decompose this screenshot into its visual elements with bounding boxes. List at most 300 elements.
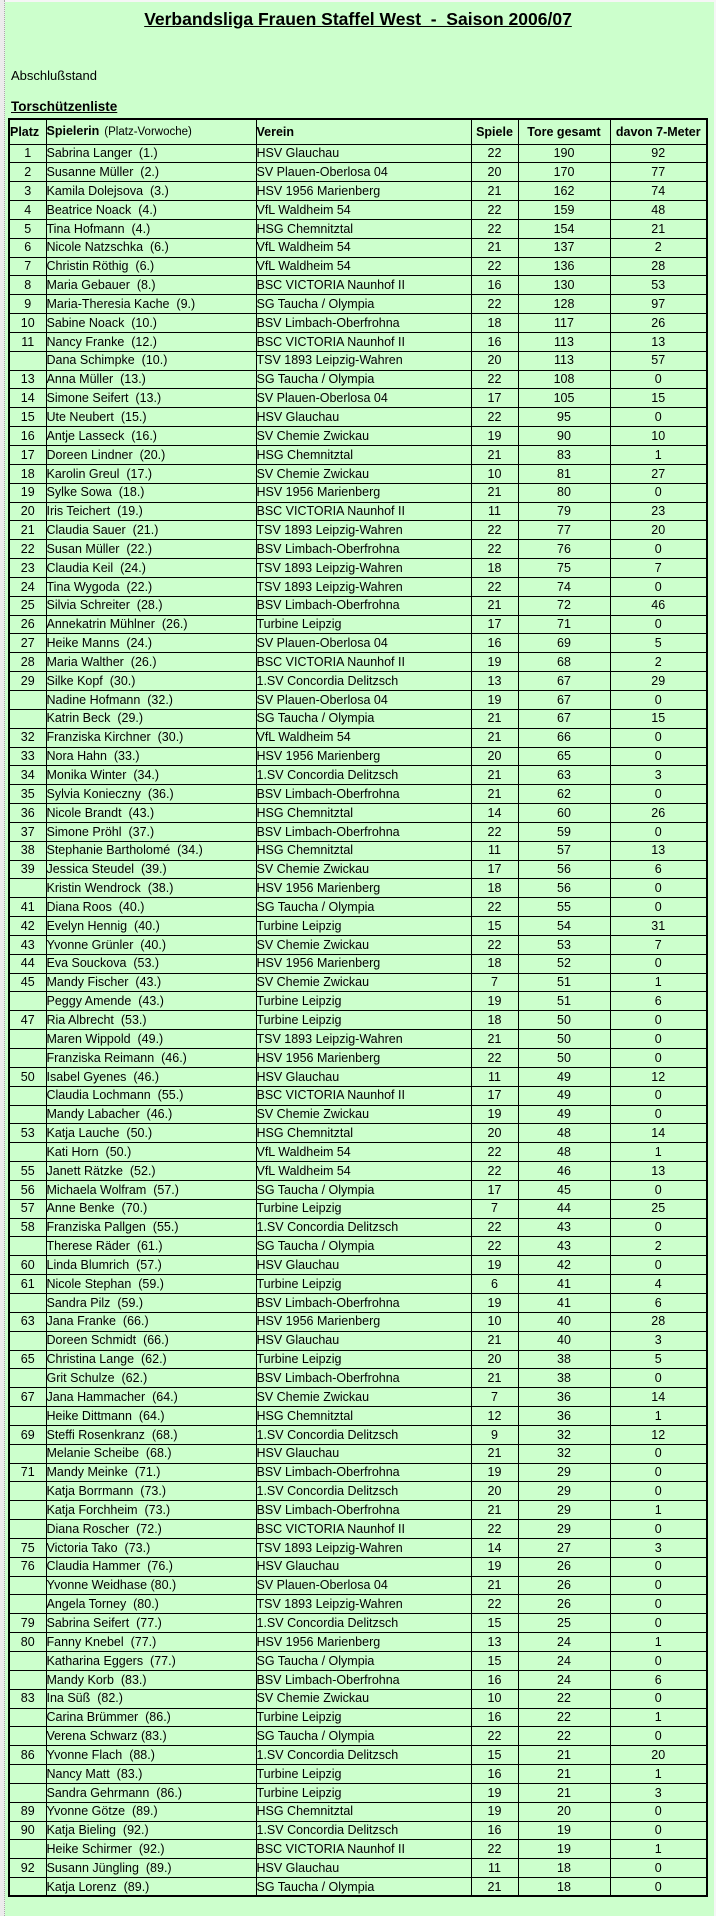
cell-spiele: 22	[471, 935, 518, 954]
table-row	[9, 464, 707, 483]
cell-tore: 29	[518, 1482, 610, 1501]
cell-tore: 25	[518, 1614, 610, 1633]
cell-spielerin: Maria-Theresia Kache (9.)	[46, 295, 256, 314]
cell-verein: SV Chemie Zwickau	[256, 1388, 471, 1407]
cell-platz: 7	[9, 257, 46, 276]
cell-tore: 54	[518, 917, 610, 936]
table-row	[9, 1425, 707, 1444]
cell-verein: HSV Glauchau	[256, 144, 471, 163]
table-row	[9, 1407, 707, 1426]
cell-spielerin: Simone Seifert (13.)	[46, 389, 256, 408]
cell-verein: BSV Limbach-Oberfrohna	[256, 1293, 471, 1312]
cell-spielerin: Dana Schimpke (10.)	[46, 351, 256, 370]
table-row	[9, 860, 707, 879]
cell-platz	[9, 1407, 46, 1426]
table-row	[9, 690, 707, 709]
cell-spiele: 11	[471, 502, 518, 521]
cell-spielerin: Sylvia Konieczny (36.)	[46, 785, 256, 804]
cell-platz	[9, 1369, 46, 1388]
table-row	[9, 314, 707, 333]
cell-meter: 1	[610, 1501, 707, 1520]
cell-verein: BSV Limbach-Oberfrohna	[256, 1463, 471, 1482]
table-row	[9, 1199, 707, 1218]
page-edge-top	[0, 0, 716, 2]
cell-meter: 48	[610, 201, 707, 220]
cell-tore: 62	[518, 785, 610, 804]
cell-meter: 0	[610, 728, 707, 747]
table-row	[9, 577, 707, 596]
cell-platz: 63	[9, 1312, 46, 1331]
cell-meter: 2	[610, 1237, 707, 1256]
cell-spiele: 22	[471, 577, 518, 596]
cell-spiele: 13	[471, 672, 518, 691]
cell-spielerin: Melanie Scheibe (68.)	[46, 1444, 256, 1463]
cell-tore: 50	[518, 1011, 610, 1030]
cell-spiele: 19	[471, 1463, 518, 1482]
cell-spiele: 11	[471, 1067, 518, 1086]
cell-spiele: 15	[471, 1614, 518, 1633]
header-tore-gesamt: Tore gesamt	[518, 119, 610, 144]
cell-spiele: 19	[471, 1256, 518, 1275]
cell-tore: 22	[518, 1689, 610, 1708]
cell-platz: 71	[9, 1463, 46, 1482]
cell-verein: BSV Limbach-Oberfrohna	[256, 822, 471, 841]
cell-verein: SV Chemie Zwickau	[256, 973, 471, 992]
cell-meter: 5	[610, 634, 707, 653]
cell-tore: 46	[518, 1162, 610, 1181]
cell-verein: BSV Limbach-Oberfrohna	[256, 1369, 471, 1388]
cell-spiele: 16	[471, 1765, 518, 1784]
cell-spiele: 6	[471, 1275, 518, 1294]
cell-spielerin: Iris Teichert (19.)	[46, 502, 256, 521]
cell-verein: SV Chemie Zwickau	[256, 1689, 471, 1708]
cell-spiele: 17	[471, 1086, 518, 1105]
table-row	[9, 822, 707, 841]
cell-verein: VfL Waldheim 54	[256, 257, 471, 276]
cell-meter: 0	[610, 1180, 707, 1199]
cell-tore: 40	[518, 1331, 610, 1350]
cell-spielerin: Kati Horn (50.)	[46, 1143, 256, 1162]
cell-verein: SV Plauen-Oberlosa 04	[256, 389, 471, 408]
cell-verein: HSV 1956 Marienberg	[256, 182, 471, 201]
table-row	[9, 728, 707, 747]
table-row	[9, 446, 707, 465]
cell-spiele: 22	[471, 295, 518, 314]
cell-spiele: 14	[471, 804, 518, 823]
cell-tore: 24	[518, 1633, 610, 1652]
cell-platz	[9, 1595, 46, 1614]
cell-verein: Turbine Leipzig	[256, 1011, 471, 1030]
cell-spielerin: Victoria Tako (73.)	[46, 1538, 256, 1557]
cell-spielerin: Yvonne Weidhase (80.)	[46, 1576, 256, 1595]
cell-meter: 0	[610, 1557, 707, 1576]
cell-meter: 0	[610, 954, 707, 973]
cell-platz: 27	[9, 634, 46, 653]
cell-meter: 6	[610, 992, 707, 1011]
cell-verein: Turbine Leipzig	[256, 1783, 471, 1802]
cell-spiele: 21	[471, 596, 518, 615]
cell-tore: 19	[518, 1840, 610, 1859]
cell-tore: 72	[518, 596, 610, 615]
table-row	[9, 1030, 707, 1049]
cell-verein: TSV 1893 Leipzig-Wahren	[256, 1538, 471, 1557]
cell-tore: 41	[518, 1293, 610, 1312]
cell-platz: 53	[9, 1124, 46, 1143]
cell-verein: SV Chemie Zwickau	[256, 1105, 471, 1124]
cell-spiele: 18	[471, 314, 518, 333]
cell-spielerin: Sylke Sowa (18.)	[46, 483, 256, 502]
cell-verein: 1.SV Concordia Delitzsch	[256, 1821, 471, 1840]
cell-spielerin: Franziska Pallgen (55.)	[46, 1218, 256, 1237]
cell-spiele: 21	[471, 728, 518, 747]
table-row	[9, 954, 707, 973]
cell-spielerin: Ute Neubert (15.)	[46, 408, 256, 427]
cell-verein: VfL Waldheim 54	[256, 728, 471, 747]
table-row	[9, 1124, 707, 1143]
cell-platz: 86	[9, 1746, 46, 1765]
cell-meter: 1	[610, 1633, 707, 1652]
cell-spielerin: Stephanie Bartholomé (34.)	[46, 841, 256, 860]
cell-verein: VfL Waldheim 54	[256, 238, 471, 257]
cell-spiele: 16	[471, 276, 518, 295]
cell-tore: 71	[518, 615, 610, 634]
cell-meter: 1	[610, 1840, 707, 1859]
cell-meter: 77	[610, 163, 707, 182]
cell-spiele: 22	[471, 1162, 518, 1181]
cell-platz	[9, 1482, 46, 1501]
cell-verein: HSG Chemnitztal	[256, 219, 471, 238]
cell-spielerin: Diana Roscher (72.)	[46, 1520, 256, 1539]
cell-spielerin: Christin Röthig (6.)	[46, 257, 256, 276]
cell-spielerin: Angela Torney (80.)	[46, 1595, 256, 1614]
table-row	[9, 427, 707, 446]
cell-meter: 0	[610, 1256, 707, 1275]
cell-verein: VfL Waldheim 54	[256, 1162, 471, 1181]
table-row	[9, 596, 707, 615]
cell-meter: 0	[610, 577, 707, 596]
cell-spiele: 11	[471, 1859, 518, 1878]
cell-platz: 69	[9, 1425, 46, 1444]
cell-tore: 59	[518, 822, 610, 841]
cell-meter: 1	[610, 1407, 707, 1426]
cell-spiele: 22	[471, 144, 518, 163]
cell-meter: 6	[610, 1293, 707, 1312]
cell-tore: 51	[518, 973, 610, 992]
table-row	[9, 1652, 707, 1671]
cell-tore: 26	[518, 1557, 610, 1576]
cell-tore: 95	[518, 408, 610, 427]
cell-spielerin: Anna Müller (13.)	[46, 370, 256, 389]
cell-spielerin: Sandra Pilz (59.)	[46, 1293, 256, 1312]
cell-tore: 32	[518, 1425, 610, 1444]
cell-meter: 0	[610, 1520, 707, 1539]
cell-verein: TSV 1893 Leipzig-Wahren	[256, 351, 471, 370]
cell-verein: HSV Glauchau	[256, 1859, 471, 1878]
cell-platz: 45	[9, 973, 46, 992]
cell-platz: 5	[9, 219, 46, 238]
table-row	[9, 1595, 707, 1614]
cell-spielerin: Nadine Hofmann (32.)	[46, 690, 256, 709]
cell-platz: 90	[9, 1821, 46, 1840]
cell-spielerin: Susann Jüngling (89.)	[46, 1859, 256, 1878]
table-row	[9, 1765, 707, 1784]
cell-spiele: 7	[471, 1388, 518, 1407]
cell-spiele: 20	[471, 351, 518, 370]
cell-spielerin: Jana Hammacher (64.)	[46, 1388, 256, 1407]
cell-tore: 76	[518, 540, 610, 559]
cell-tore: 19	[518, 1821, 610, 1840]
cell-spielerin: Nicole Stephan (59.)	[46, 1275, 256, 1294]
cell-meter: 4	[610, 1275, 707, 1294]
cell-meter: 13	[610, 332, 707, 351]
cell-platz: 37	[9, 822, 46, 841]
cell-spielerin: Silvia Schreiter (28.)	[46, 596, 256, 615]
table-row	[9, 1105, 707, 1124]
cell-meter: 1	[610, 1143, 707, 1162]
table-row	[9, 276, 707, 295]
cell-platz	[9, 1840, 46, 1859]
cell-verein: BSV Limbach-Oberfrohna	[256, 314, 471, 333]
cell-tore: 81	[518, 464, 610, 483]
cell-tore: 41	[518, 1275, 610, 1294]
cell-meter: 31	[610, 917, 707, 936]
cell-verein: BSV Limbach-Oberfrohna	[256, 785, 471, 804]
cell-platz: 43	[9, 935, 46, 954]
cell-tore: 42	[518, 1256, 610, 1275]
cell-verein: Turbine Leipzig	[256, 615, 471, 634]
cell-spiele: 21	[471, 483, 518, 502]
header-verein: Verein	[256, 119, 471, 144]
cell-verein: BSV Limbach-Oberfrohna	[256, 1501, 471, 1520]
header-spiele: Spiele	[471, 119, 518, 144]
cell-spiele: 17	[471, 615, 518, 634]
cell-platz: 89	[9, 1802, 46, 1821]
cell-tore: 56	[518, 879, 610, 898]
cell-meter: 27	[610, 464, 707, 483]
cell-tore: 68	[518, 653, 610, 672]
cell-verein: TSV 1893 Leipzig-Wahren	[256, 1030, 471, 1049]
cell-meter: 0	[610, 370, 707, 389]
table-row	[9, 1746, 707, 1765]
cell-spielerin: Katja Borrmann (73.)	[46, 1482, 256, 1501]
cell-meter: 0	[610, 1614, 707, 1633]
cell-spiele: 19	[471, 653, 518, 672]
cell-spielerin: Maren Wippold (49.)	[46, 1030, 256, 1049]
cell-platz: 2	[9, 163, 46, 182]
cell-tore: 113	[518, 332, 610, 351]
cell-verein: BSV Limbach-Oberfrohna	[256, 1670, 471, 1689]
cell-verein: SG Taucha / Olympia	[256, 370, 471, 389]
cell-platz	[9, 1293, 46, 1312]
cell-meter: 0	[610, 747, 707, 766]
cell-verein: Turbine Leipzig	[256, 992, 471, 1011]
cell-meter: 0	[610, 1878, 707, 1897]
cell-spiele: 21	[471, 446, 518, 465]
cell-verein: SV Plauen-Oberlosa 04	[256, 690, 471, 709]
page-edge-left	[0, 0, 5, 1916]
cell-spielerin: Heike Dittmann (64.)	[46, 1407, 256, 1426]
cell-tore: 55	[518, 898, 610, 917]
cell-verein: HSV 1956 Marienberg	[256, 483, 471, 502]
cell-meter: 0	[610, 1463, 707, 1482]
cell-tore: 75	[518, 559, 610, 578]
cell-meter: 23	[610, 502, 707, 521]
cell-platz: 11	[9, 332, 46, 351]
cell-meter: 7	[610, 559, 707, 578]
cell-spiele: 18	[471, 954, 518, 973]
cell-spielerin: Christina Lange (62.)	[46, 1350, 256, 1369]
cell-spiele: 22	[471, 1520, 518, 1539]
table-row	[9, 163, 707, 182]
cell-meter: 14	[610, 1388, 707, 1407]
table-row	[9, 973, 707, 992]
cell-spiele: 21	[471, 1369, 518, 1388]
cell-tore: 65	[518, 747, 610, 766]
cell-tore: 105	[518, 389, 610, 408]
cell-spielerin: Claudia Lochmann (55.)	[46, 1086, 256, 1105]
cell-tore: 162	[518, 182, 610, 201]
cell-platz: 10	[9, 314, 46, 333]
table-row	[9, 219, 707, 238]
cell-meter: 0	[610, 408, 707, 427]
cell-spiele: 17	[471, 389, 518, 408]
cell-tore: 50	[518, 1030, 610, 1049]
cell-platz	[9, 1576, 46, 1595]
cell-spiele: 22	[471, 201, 518, 220]
cell-meter: 3	[610, 766, 707, 785]
cell-verein: HSV 1956 Marienberg	[256, 1049, 471, 1068]
cell-spielerin: Monika Winter (34.)	[46, 766, 256, 785]
cell-platz	[9, 1105, 46, 1124]
cell-meter: 0	[610, 615, 707, 634]
cell-spiele: 21	[471, 182, 518, 201]
cell-tore: 38	[518, 1350, 610, 1369]
cell-platz: 38	[9, 841, 46, 860]
table-row	[9, 935, 707, 954]
cell-verein: HSV 1956 Marienberg	[256, 747, 471, 766]
cell-spiele: 22	[471, 219, 518, 238]
cell-verein: SG Taucha / Olympia	[256, 1180, 471, 1199]
cell-meter: 13	[610, 1162, 707, 1181]
cell-verein: HSV Glauchau	[256, 1444, 471, 1463]
cell-verein: SV Chemie Zwickau	[256, 464, 471, 483]
cell-tore: 170	[518, 163, 610, 182]
cell-meter: 12	[610, 1425, 707, 1444]
cell-platz: 34	[9, 766, 46, 785]
cell-meter: 0	[610, 1105, 707, 1124]
cell-platz: 42	[9, 917, 46, 936]
cell-platz: 21	[9, 521, 46, 540]
cell-platz: 76	[9, 1557, 46, 1576]
cell-spiele: 21	[471, 1444, 518, 1463]
table-row	[9, 1011, 707, 1030]
cell-verein: HSG Chemnitztal	[256, 1407, 471, 1426]
cell-meter: 26	[610, 314, 707, 333]
cell-spiele: 7	[471, 1199, 518, 1218]
cell-spielerin: Evelyn Hennig (40.)	[46, 917, 256, 936]
cell-spiele: 9	[471, 1425, 518, 1444]
cell-spielerin: Claudia Hammer (76.)	[46, 1557, 256, 1576]
cell-tore: 27	[518, 1538, 610, 1557]
cell-spiele: 15	[471, 1652, 518, 1671]
cell-verein: SG Taucha / Olympia	[256, 295, 471, 314]
cell-platz: 25	[9, 596, 46, 615]
cell-platz	[9, 1237, 46, 1256]
cell-meter: 46	[610, 596, 707, 615]
cell-spielerin: Tina Wygoda (22.)	[46, 577, 256, 596]
cell-spielerin: Mandy Korb (83.)	[46, 1670, 256, 1689]
cell-spielerin: Katrin Beck (29.)	[46, 709, 256, 728]
table-row	[9, 785, 707, 804]
cell-meter: 20	[610, 521, 707, 540]
torschuetzenliste-table	[8, 118, 708, 1897]
table-row	[9, 1237, 707, 1256]
table-row	[9, 1727, 707, 1746]
cell-verein: HSG Chemnitztal	[256, 1124, 471, 1143]
cell-spiele: 15	[471, 1746, 518, 1765]
table-row	[9, 1576, 707, 1595]
cell-platz	[9, 1727, 46, 1746]
cell-platz: 56	[9, 1180, 46, 1199]
table-row	[9, 389, 707, 408]
table-row	[9, 1708, 707, 1727]
table-row	[9, 1049, 707, 1068]
cell-platz: 50	[9, 1067, 46, 1086]
cell-platz: 13	[9, 370, 46, 389]
table-row	[9, 521, 707, 540]
cell-verein: SV Plauen-Oberlosa 04	[256, 163, 471, 182]
cell-spielerin: Katharina Eggers (77.)	[46, 1652, 256, 1671]
cell-spielerin: Eva Souckova (53.)	[46, 954, 256, 973]
status-line: Abschlußstand	[11, 68, 97, 83]
cell-platz	[9, 1652, 46, 1671]
cell-platz	[9, 709, 46, 728]
cell-platz: 47	[9, 1011, 46, 1030]
cell-platz	[9, 1030, 46, 1049]
cell-spielerin: Jana Franke (66.)	[46, 1312, 256, 1331]
cell-spielerin: Kristin Wendrock (38.)	[46, 879, 256, 898]
cell-spiele: 19	[471, 992, 518, 1011]
cell-platz	[9, 1520, 46, 1539]
cell-verein: HSG Chemnitztal	[256, 804, 471, 823]
cell-platz: 28	[9, 653, 46, 672]
cell-meter: 0	[610, 785, 707, 804]
cell-tore: 66	[518, 728, 610, 747]
cell-spiele: 20	[471, 747, 518, 766]
cell-spielerin: Kamila Dolejsova (3.)	[46, 182, 256, 201]
cell-meter: 0	[610, 483, 707, 502]
cell-meter: 21	[610, 219, 707, 238]
cell-verein: HSV Glauchau	[256, 1067, 471, 1086]
cell-platz: 80	[9, 1633, 46, 1652]
cell-verein: TSV 1893 Leipzig-Wahren	[256, 559, 471, 578]
cell-spiele: 16	[471, 332, 518, 351]
header-platz: Platz	[9, 119, 46, 144]
cell-meter: 0	[610, 1482, 707, 1501]
cell-meter: 0	[610, 1802, 707, 1821]
table-row	[9, 1218, 707, 1237]
table-row	[9, 332, 707, 351]
cell-tore: 90	[518, 427, 610, 446]
cell-spielerin: Linda Blumrich (57.)	[46, 1256, 256, 1275]
cell-spielerin: Maria Walther (26.)	[46, 653, 256, 672]
cell-spielerin: Yvonne Flach (88.)	[46, 1746, 256, 1765]
cell-spielerin: Nancy Matt (83.)	[46, 1765, 256, 1784]
cell-platz: 14	[9, 389, 46, 408]
cell-tore: 26	[518, 1595, 610, 1614]
table-row	[9, 1086, 707, 1105]
cell-tore: 36	[518, 1388, 610, 1407]
